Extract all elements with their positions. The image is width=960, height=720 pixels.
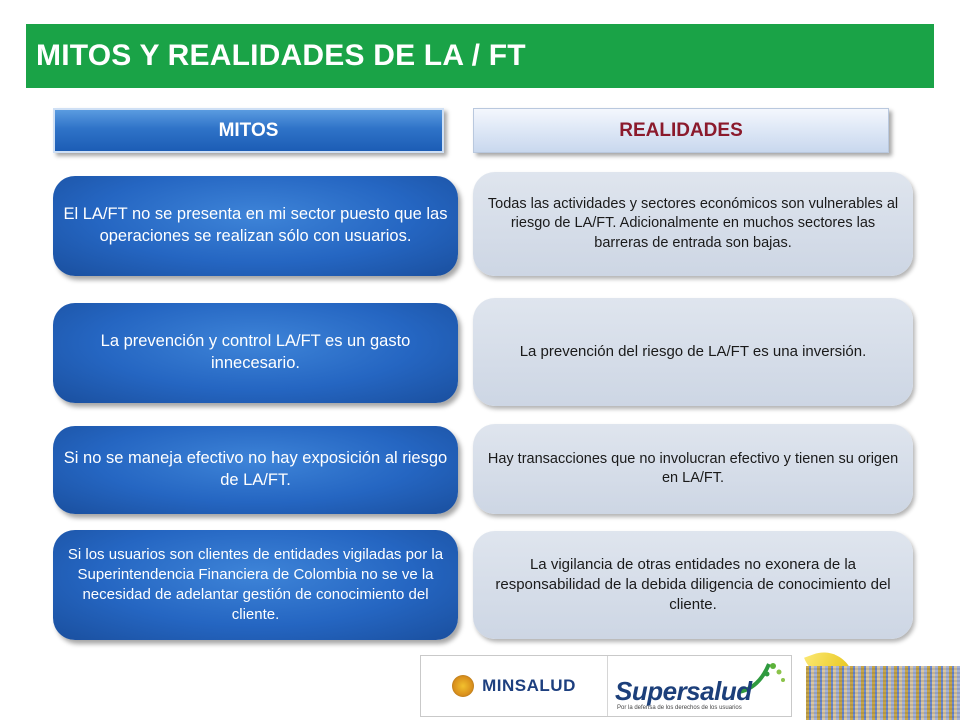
realidad-text: La prevención del riesgo de LA/FT es una inversión. xyxy=(519,343,867,361)
mito-text: Si los usuarios son clientes de entidades vigiladas por la Superintendencia Financiera de Colombia no se ve la necesidad de adelantar gestión de conocimiento del cliente. xyxy=(67,546,444,623)
mito-box xyxy=(53,426,458,514)
mitos-header: MITOS xyxy=(53,108,444,153)
supersalud-tagline: Por la defensa de los derechos de los usuarios xyxy=(617,705,742,711)
realidad-text: La vigilancia de otras entidades no exonera de la responsabilidad de la debida diligencia de conocimiento del cliente. xyxy=(495,556,891,613)
realidad-box xyxy=(473,531,913,639)
minsalud-label: MINSALUD xyxy=(482,676,576,695)
realidades-header: REALIDADES xyxy=(473,108,889,153)
decorative-image xyxy=(806,666,960,720)
footer-logos xyxy=(420,655,792,717)
minsalud-logo xyxy=(421,656,608,716)
mito-text: Si no se maneja efectivo no hay exposición al riesgo de LA/FT. xyxy=(63,449,448,489)
slide-title: MITOS Y REALIDADES DE LA / FT xyxy=(36,39,526,72)
mito-box xyxy=(53,530,458,640)
realidad-text: Todas las actividades y sectores económicos son vulnerables al riesgo de LA/FT. Adicionalmente en muchos sectores las barreras de entrada son bajas. xyxy=(487,196,899,251)
realidad-box xyxy=(473,298,913,406)
realidad-box xyxy=(473,424,913,514)
supersalud-label: Supersalud xyxy=(615,676,752,706)
realidad-box xyxy=(473,172,913,276)
supersalud-logo xyxy=(609,656,791,716)
mito-box xyxy=(53,303,458,403)
realidad-text: Hay transacciones que no involucran efectivo y tienen su origen en LA/FT. xyxy=(487,450,899,486)
title-bar xyxy=(26,24,934,88)
mito-text: El LA/FT no se presenta en mi sector puesto que las operaciones se realizan sólo con usuarios. xyxy=(63,205,448,245)
mito-box xyxy=(53,176,458,276)
mito-text: La prevención y control LA/FT es un gasto innecesario. xyxy=(100,332,411,372)
colombia-seal-icon xyxy=(452,675,474,697)
